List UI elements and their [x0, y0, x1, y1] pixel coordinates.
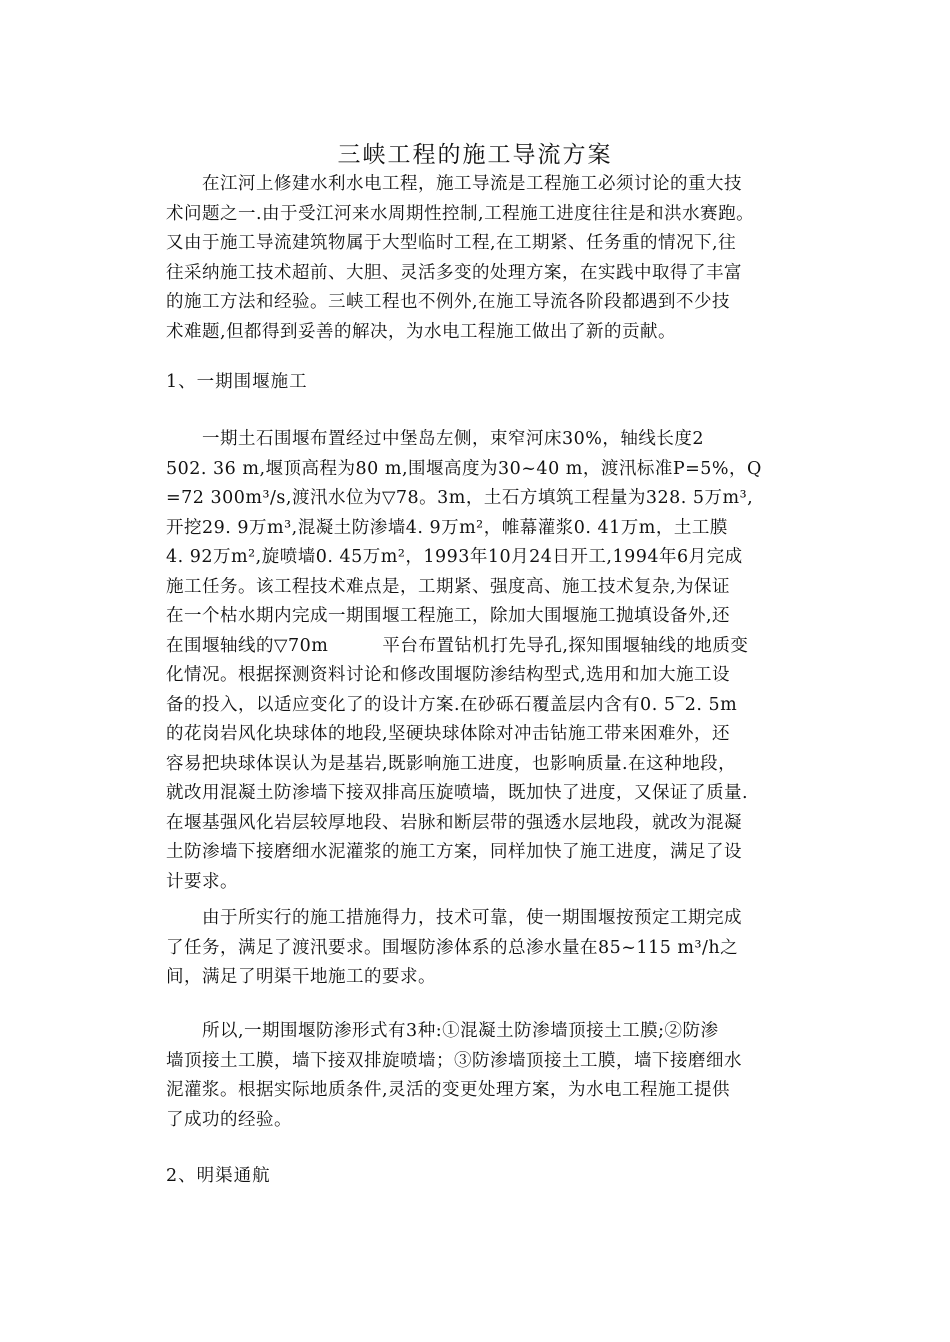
text-line: 4. 92万m²,旋喷墙0. 45万m²，1993年10月24日开工,1994年6月完成: [166, 547, 743, 567]
text-line: 在围堰轴线的▽70m 平台布置钻机打先导孔,探知围堰轴线的地质变: [166, 635, 749, 656]
section1-paragraph-3: [166, 1017, 806, 1135]
text-line: 了任务，满足了渡汛要求。围堰防渗体系的总渗水量在85~115 m³/h之: [166, 937, 739, 958]
document-title: 三峡工程的施工导流方案: [337, 142, 613, 168]
section1-paragraph-2: [166, 904, 806, 993]
text-line: 计要求。: [166, 871, 238, 892]
section-heading-1: 1、一期围堰施工: [166, 372, 308, 392]
text-line: =72 300m³/s,渡汛水位为▽78。3m，土石方填筑工程量为328. 5万m³,: [166, 488, 754, 508]
section-heading-2: 2、明渠通航: [166, 1166, 271, 1186]
text-line: 又由于施工导流建筑物属于大型临时工程,在工期紧、任务重的情况下,往: [166, 233, 737, 253]
text-line: 术问题之一.由于受江河来水周期性控制,工程施工进度往往是和洪水赛跑。: [166, 203, 755, 224]
text-line: 间，满足了明渠干地施工的要求。: [166, 967, 436, 987]
text-line: 化情况。根据探测资料讨论和修改围堰防渗结构型式,选用和加大施工设: [166, 665, 731, 685]
section1-paragraph-1: [166, 425, 806, 897]
text-line: 一期土石围堰布置经过中堡岛左侧，束窄河床30%，轴线长度2: [166, 429, 705, 449]
intro-paragraph: [166, 170, 806, 347]
text-line: 在堰基强风化岩层较厚地段、岩脉和断层带的强透水层地段，就改为混凝: [166, 812, 742, 833]
text-line: 的花岗岩风化块球体的地段,坚硬块球体除对冲击钻施工带来困难外，还: [166, 724, 731, 744]
text-line: 往采纳施工技术超前、大胆、灵活多变的处理方案，在实践中取得了丰富: [166, 262, 742, 283]
text-line: 术难题,但都得到妥善的解决，为水电工程施工做出了新的贡献。: [166, 321, 677, 342]
text-line: 施工任务。该工程技术难点是，工期紧、强度高、施工技术复杂,为保证: [166, 576, 731, 597]
text-line: 的施工方法和经验。三峡工程也不例外,在施工导流各阶段都遇到不少技: [166, 292, 731, 312]
text-line: 土防渗墙下接磨细水泥灌浆的施工方案，同样加快了施工进度，满足了设: [166, 842, 742, 862]
text-line: 就改用混凝土防渗墙下接双排高压旋喷墙，既加快了进度，又保证了质量.: [166, 783, 749, 803]
text-line: 了成功的经验。: [166, 1109, 292, 1130]
text-line: 备的投入，以适应变化了的设计方案.在砂砾石覆盖层内含有0. 5‾2. 5m: [166, 694, 738, 715]
text-line: 容易把块球体误认为是基岩,既影响施工进度，也影响质量.在这种地段，: [166, 753, 737, 774]
text-line: 开挖29. 9万m³,混凝土防渗墙4. 9万m²，帷幕灌浆0. 41万m，土工膜: [166, 517, 728, 538]
text-line: 502. 36 m,堰顶高程为80 m,围堰高度为30~40 m，渡汛标准P=5%，Q: [166, 458, 762, 479]
text-line: 所以,一期围堰防渗形式有3种:①混凝土防渗墙顶接土工膜;②防渗: [166, 1021, 719, 1041]
text-line: 泥灌浆。根据实际地质条件,灵活的变更处理方案，为水电工程施工提供: [166, 1080, 731, 1100]
text-line: 墙顶接土工膜，墙下接双排旋喷墙；③防渗墙顶接土工膜，墙下接磨细水: [166, 1050, 742, 1071]
text-line: 在一个枯水期内完成一期围堰工程施工，除加大围堰施工抛填设备外,还: [166, 606, 731, 626]
text-line: 由于所实行的施工措施得力，技术可靠，使一期围堰按预定工期完成: [166, 908, 742, 928]
text-line: 在江河上修建水利水电工程，施工导流是工程施工必须讨论的重大技: [166, 174, 742, 194]
